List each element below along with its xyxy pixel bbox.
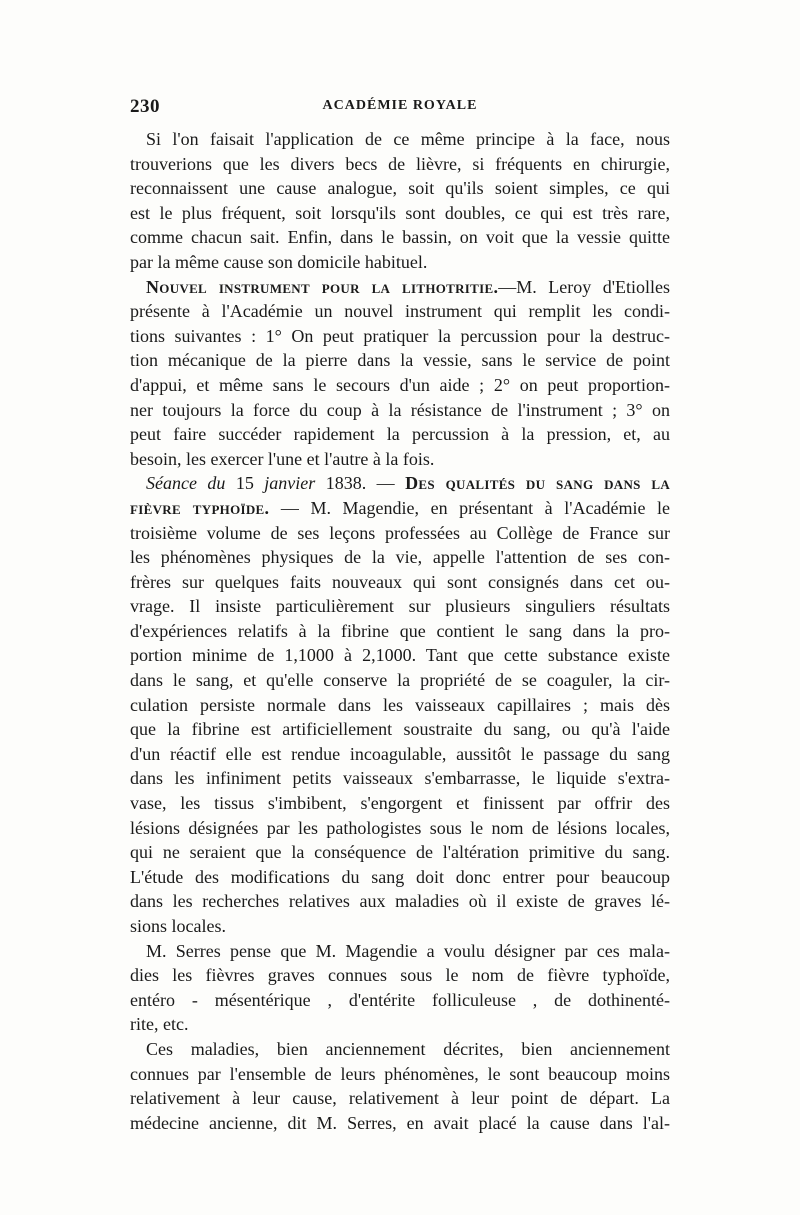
text-line: vase, les tissus s'imbibent, s'engorgent et finissent par offrir des [130, 793, 670, 814]
running-head [130, 96, 670, 122]
text-line: M. Serres pense que M. Magendie a voulu désigner par ces mala- [146, 940, 670, 961]
text-line: culation persiste normale dans les vaisseaux capillaires ; mais dès [130, 694, 670, 715]
body-text [130, 127, 670, 1135]
text-run: — M. Magendie, en présentant à l'Académie le [280, 497, 670, 518]
text-line: tions suivantes : 1° On peut pratiquer la percussion pour la destruc- [130, 325, 670, 346]
text-line: que la fibrine est artificiellement soustraite du sang, ou qu'à l'aide [130, 719, 670, 740]
text-line: besoin, les exercer l'une et l'autre à la fois. [130, 448, 435, 469]
text-line: entéro - mésentérique , d'entérite folliculeuse , de dothinenté- [130, 989, 670, 1010]
text-line: trouverions que les divers becs de lièvre, si fréquents en chirurgie, [130, 153, 670, 174]
text-line: frères sur quelques faits nouveaux qui sont consignés dans cet ou- [130, 571, 670, 592]
session-month: janvier [264, 473, 316, 494]
session-day: 15 [235, 473, 254, 494]
text-line: troisième volume de ses leçons professées au Collège de France sur [130, 522, 670, 543]
section-heading-line [130, 275, 670, 300]
text-line: Ces maladies, bien anciennement décrites, bien anciennement [146, 1038, 670, 1059]
session-year: 1838. — [325, 473, 395, 494]
text-line [130, 496, 670, 521]
text-line: peut faire succéder rapidement la percussion à la pression, et, au [130, 424, 670, 445]
text-line: L'étude des modifications du sang doit donc entrer pour beaucoup [130, 866, 670, 887]
text-line: par la même cause son domicile habituel. [130, 251, 428, 272]
text-line: d'appui, et même sans le secours d'un aide ; 2° on peut proportion- [130, 374, 670, 395]
running-title: ACADÉMIE ROYALE [322, 98, 478, 113]
text-line: sions locales. [130, 916, 226, 936]
page-number: 230 [130, 96, 160, 117]
text-line: comme chacun sait. Enfin, dans le bassin, on voit que la vessie quitte [130, 227, 670, 248]
text-line: Si l'on faisait l'application de ce même principe à la face, nous [146, 129, 670, 149]
text-line: ner toujours la force du coup à la résistance de l'instrument ; 3° on [130, 399, 670, 420]
text-line: reconnaissent une cause analogue, soit qu'ils soient simples, ce qui [130, 178, 670, 199]
text-line: dans les infiniment petits vaisseaux s'embarrasse, le liquide s'extra- [130, 768, 670, 789]
text-line: est le plus fréquent, soit lorsqu'ils sont doubles, ce qui est très rare, [130, 202, 670, 223]
text-line: dans les recherches relatives aux maladies où il existe de graves lé- [130, 891, 670, 912]
text-line: vrage. Il insiste particulièrement sur plusieurs singuliers résultats [130, 596, 670, 617]
text-line: présente à l'Académie un nouvel instrument qui remplit les condi- [130, 301, 670, 322]
text-line: qui ne seraient que la conséquence de l'altération primitive du sang. [130, 842, 670, 863]
text-line: lésions désignées par les pathologistes sous le nom de lésions locales, [130, 817, 670, 838]
session-label: Séance du [146, 473, 226, 494]
text-line: connues par l'ensemble de leurs phénomènes, le sont beaucoup moins [130, 1063, 670, 1084]
text-line: d'un réactif elle est rendue incoagulable, aussitôt le passage du sang [130, 743, 670, 764]
section-heading-lithotritie: Nouvel instrument pour la lithotritie. [146, 276, 499, 297]
text-line: dies les fièvres graves connues sous le nom de fièvre typhoïde, [130, 965, 670, 986]
text-line: médecine ancienne, dit M. Serres, en avait placé la cause dans l'al- [130, 1112, 670, 1133]
text-line: rite, etc. [130, 1014, 189, 1035]
text-line: relativement à leur cause, relativement à leur point de départ. La [130, 1088, 670, 1109]
text-line: d'expériences relatifs à la fibrine que contient le sang dans la pro- [130, 620, 670, 641]
text-line: les phénomènes physiques de la vie, appelle l'attention de ses con- [130, 547, 670, 568]
text-line: dans le sang, et qu'elle conserve la propriété de se coaguler, la cir- [130, 670, 670, 691]
section-heading-sang: Des qualités du sang dans la [405, 473, 671, 494]
text-line: portion minime de 1,1000 à 2,1000. Tant que cette substance existe [130, 645, 670, 666]
section-heading-typhoide: fièvre typhoïde. [130, 497, 270, 518]
text-run: —M. Leroy d'Etiolles [498, 276, 670, 297]
session-heading-line [130, 471, 670, 496]
text-line: tion mécanique de la pierre dans la vessie, sans le service de point [130, 350, 670, 371]
